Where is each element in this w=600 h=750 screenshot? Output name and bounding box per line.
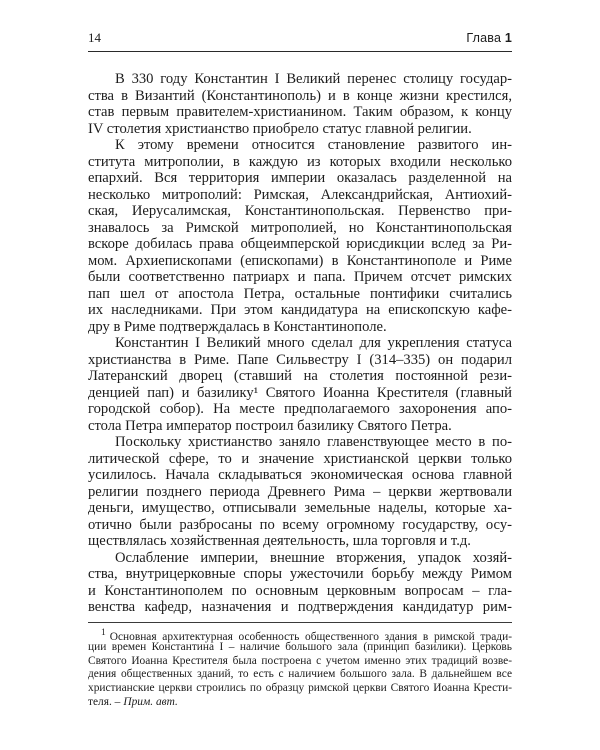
text-line: венства кафедр, назначения и подтверждения кандидатур рим- bbox=[88, 599, 512, 615]
text-line: став первым правителем-христианином. Таким образом, к концу bbox=[88, 104, 512, 120]
text-line: деньги, имущество, отписывали земельные наделы, которые ха- bbox=[88, 500, 512, 516]
text-line: IV столетия христианство приобрело статус главной религии. bbox=[88, 120, 472, 137]
text-line: ства в Византий (Константинополь) и в конце жизни крестился, bbox=[88, 87, 512, 104]
text-line: В 330 году Константин I Великий перенес столицу государ- bbox=[115, 71, 512, 87]
text-line: отично были разбросаны по всему огромному государству, осу- bbox=[88, 516, 512, 533]
text-line: знавалось за Римской митрополией, но Константинопольская bbox=[88, 219, 512, 236]
footnote-line: дения общественных зданий, то есть с наличием большого зала. В дальнейшем все bbox=[88, 668, 512, 681]
running-header bbox=[88, 30, 512, 46]
footnote bbox=[88, 627, 512, 710]
text-line: ществлялась хозяйственная деятельность, шла торговля и т.д. bbox=[88, 533, 471, 549]
page-number: 14 bbox=[88, 30, 101, 45]
text-line: вскоре добилась права общеимперской юрисдикции вслед за Ри- bbox=[88, 236, 512, 252]
paragraph bbox=[88, 137, 512, 335]
text-line: стола Петра император построил базилику Святого Петра. bbox=[88, 417, 452, 434]
footnote-text: Основная архитектурная особенность общественного здания в римской тради- bbox=[109, 630, 512, 643]
paragraph bbox=[88, 71, 512, 137]
text-line: городской собор). На месте предполагаемого захоронения апо- bbox=[88, 401, 512, 417]
paragraph bbox=[88, 434, 512, 550]
footnote-line: Святого Иоанна Крестителя была построена с учетом именно этих традиций возве- bbox=[88, 654, 512, 667]
text-line: денцией пап) и базилику¹ Святого Иоанна Крестителя (главный bbox=[88, 384, 512, 401]
text-line: ститута митрополии, в каждую из которых входили несколько bbox=[88, 153, 512, 170]
text-line: пап шел от апостола Петра, остальные понтифики считались bbox=[88, 285, 512, 302]
footnote-rule bbox=[88, 622, 512, 623]
footnote-line: христианские церкви строились по образцу римской церкви Святого Иоанна Крести- bbox=[88, 682, 512, 695]
header-rule bbox=[88, 51, 512, 52]
footnote-attribution: Прим. авт. bbox=[123, 695, 178, 708]
text-line: литической сфере, то и значение христианской церкви только bbox=[88, 450, 512, 467]
text-line: дру в Риме подтверждалась в Константинополе. bbox=[88, 318, 387, 335]
text-line: ская, Иерусалимская, Константинопольская. Первенство при- bbox=[88, 203, 512, 219]
paragraph bbox=[88, 335, 512, 434]
text-line: христианства в Риме. Папе Сильвестру I (314–335) он подарил bbox=[88, 351, 512, 368]
footnote-line bbox=[88, 627, 512, 641]
text-line: Латеранский дворец (ставший на столетия постоянной рези- bbox=[88, 368, 512, 384]
text-line: мом. Архиепископами (епископами) в Константинополе и Риме bbox=[88, 252, 512, 269]
footnote-line bbox=[88, 696, 512, 710]
text-line: религии позднего периода Древнего Рима – церкви жертвовали bbox=[88, 483, 512, 500]
footnote-line: ции времен Константина I – наличие большого зала (принцип базилики). Церковь bbox=[88, 640, 512, 653]
text-line: Константин I Великий много сделал для укрепления статуса bbox=[115, 335, 512, 351]
chapter-title bbox=[466, 30, 512, 46]
text-line: несколько митрополий: Римская, Александрийская, Антиохий- bbox=[88, 186, 512, 203]
text-line: К этому времени относится становление развитого ин- bbox=[115, 137, 512, 153]
text-line: их наследниками. При этом кандидатура на епископскую кафе- bbox=[88, 302, 512, 318]
paragraph bbox=[88, 550, 512, 616]
body-text bbox=[88, 71, 512, 616]
text-line: и Константинополем по основным церковным вопросам – гла- bbox=[88, 582, 512, 599]
footnote-text: теля. – bbox=[88, 695, 121, 708]
text-line: Поскольку христианство заняло главенствующее место в по- bbox=[115, 434, 512, 450]
chapter-number: 1 bbox=[504, 31, 512, 45]
text-line: Ослабление империи, внешние вторжения, упадок хозяй- bbox=[115, 549, 512, 566]
text-line: были соответственно патриарх и папа. Причем отсчет римских bbox=[88, 269, 512, 285]
chapter-label: Глава bbox=[466, 31, 502, 45]
footnote-marker: 1 bbox=[101, 628, 106, 638]
text-line: усилилось. Начала складываться экономическая основа главной bbox=[88, 467, 512, 483]
text-line: ства, внутрицерковные споры ужесточили борьбу между Римом bbox=[88, 566, 512, 582]
text-line: епархий. Вся территория империи оказалась разделенной на bbox=[88, 170, 512, 186]
